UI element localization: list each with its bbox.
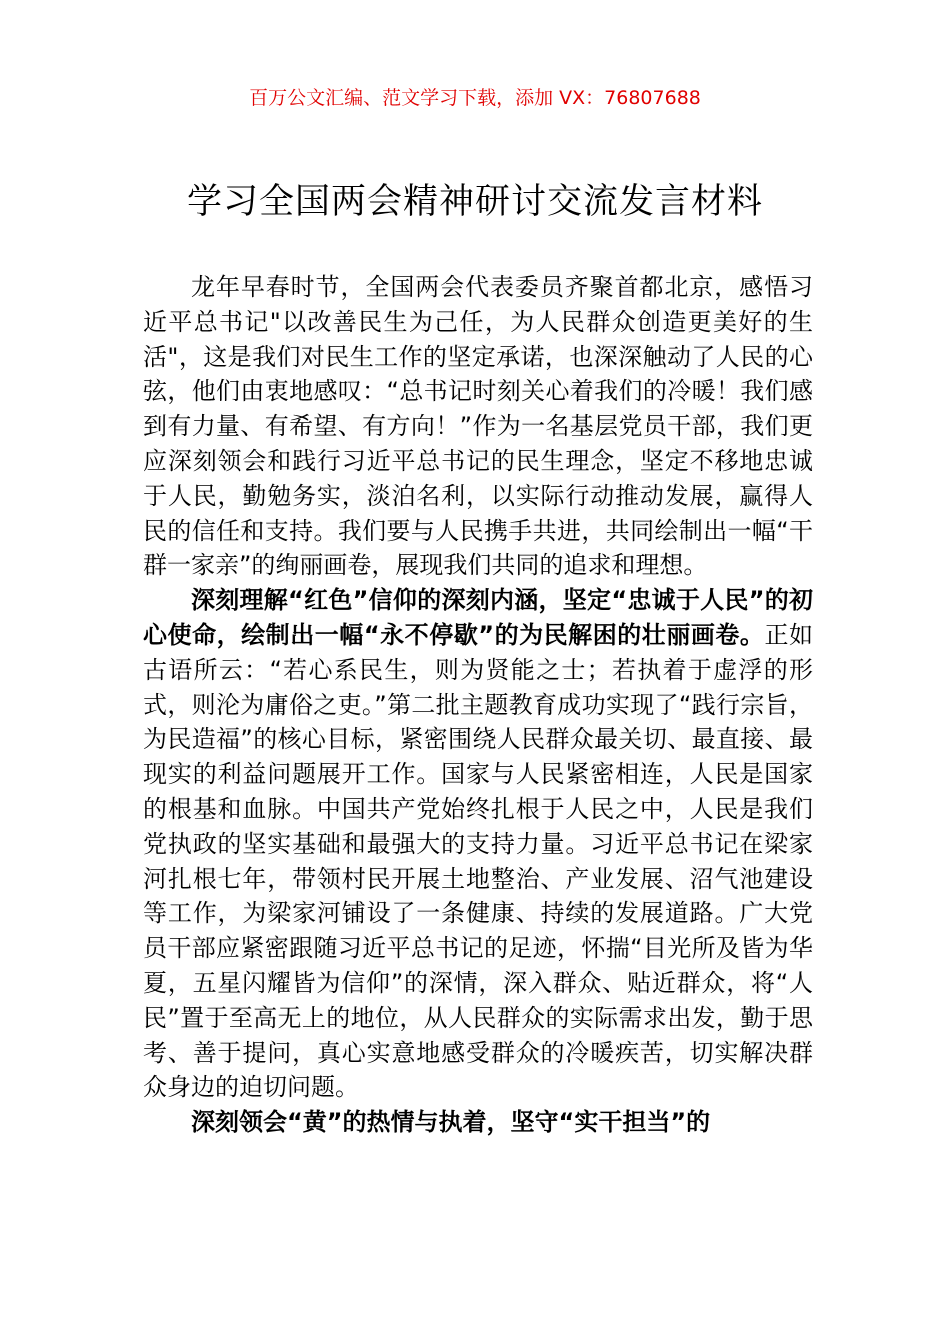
paragraph-intro — [143, 270, 813, 583]
document-title: 学习全国两会精神研讨交流发言材料 — [186, 182, 763, 222]
paragraph-red-faith — [143, 583, 813, 1105]
paragraph-yellow-passion — [143, 1105, 813, 1140]
document-body — [143, 270, 813, 1140]
paragraph-lead: 深刻理解“红色”信仰的深刻内涵，坚定“忠诚于人民”的初心使命，绘制出一幅“永不停歇”的为民解困的壮丽画卷。 — [143, 586, 813, 649]
header-contact-note: 百万公文汇编、范文学习下载，添加 VX：76807688 — [249, 87, 701, 109]
paragraph-lead: 深刻领会“黄”的热情与执着，坚守“实干担当”的 — [191, 1108, 711, 1137]
paragraph-text: 龙年早春时节，全国两会代表委员齐聚首都北京，感悟习近平总书记"以改善民生为己任，为人民群众创造更美好的生活"，这是我们对民生工作的坚定承诺，也深深触动了人民的心弦，他们由衷地感叹：“总书记时刻关心着我们的冷暖！我们感到有力量、有希望、有方向！”作为一名基层党员干部，我们更应深刻领会和践行习近平总书记的民生理念，坚定不移地忠诚于人民，勤勉务实，淡泊名利，以实际行动推动发展，赢得人民的信任和支持。我们要与人民携手共进，共同绘制出一幅“干群一家亲”的绚丽画卷，展现我们共同的追求和理想。 — [143, 273, 813, 580]
paragraph-text: 正如古语所云：“若心系民生，则为贤能之士；若执着于虚浮的形式，则沦为庸俗之吏。”第二批主题教育成功实现了“践行宗旨，为民造福”的核心目标，紧密围绕人民群众最关切、最直接、最现实的利益问题展开工作。国家与人民紧密相连，人民是国家的根基和血脉。中国共产党始终扎根于人民之中，人民是我们党执政的坚实基础和最强大的支持力量。习近平总书记在梁家河扎根七年，带领村民开展土地整治、产业发展、沼气池建设等工作，为梁家河铺设了一条健康、持续的发展道路。广大党员干部应紧密跟随习近平总书记的足迹，怀揣“目光所及皆为华夏，五星闪耀皆为信仰”的深情，深入群众、贴近群众，将“人民”置于至高无上的地位，从人民群众的实际需求出发，勤于思考、善于提问，真心实意地感受群众的冷暖疾苦，切实解决群众身边的迫切问题。 — [143, 620, 814, 1102]
